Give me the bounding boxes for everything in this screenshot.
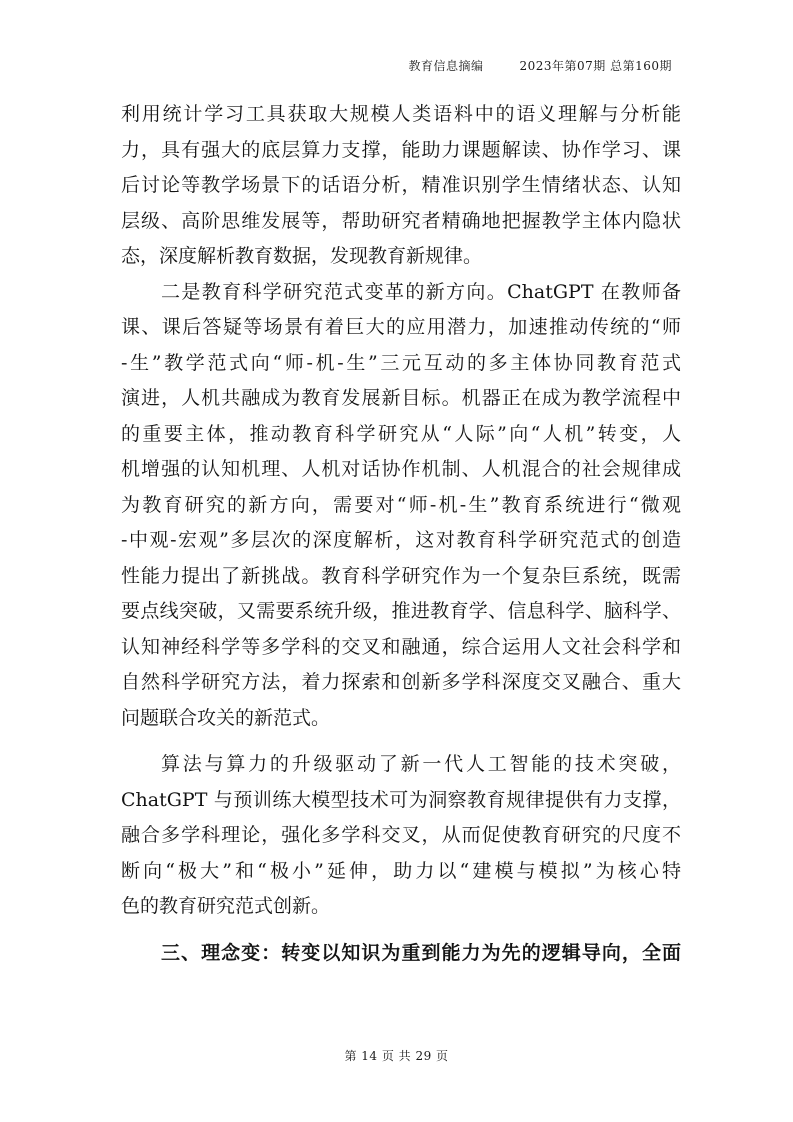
text-line: 课、课后答疑等场景有着巨大的应用潜力，加速推动传统的“师 [121, 316, 681, 338]
paragraph [121, 275, 681, 737]
text-line: -生”教学范式向“师-机-生”三元互动的多主体协同教育范式 [121, 351, 681, 374]
paragraph-spacing [121, 736, 681, 747]
text-line: 力，具有强大的底层算力支撑，能助力课题解读、协作学习、课 [121, 138, 681, 161]
section-heading: 三、理念变：转变以知识为重到能力为先的逻辑导向，全面 [161, 941, 681, 964]
issue-number: 2023年第07期 总第160期 [519, 59, 672, 73]
text-line: 为教育研究的新方向，需要对“师-机-生”教育系统进行“微观 [121, 493, 681, 516]
text-line: 问题联合攻关的新范式。 [121, 706, 331, 729]
text-line: 认知神经科学等多学科的交叉和融通，综合运用人文社会科学和 [121, 635, 681, 658]
text-line: 断向“极大”和“极小”延伸，助力以“建模与模拟”为核心特 [121, 859, 681, 882]
text-line: 的重要主体，推动教育科学研究从“人际”向“人机”转变，人 [121, 422, 681, 445]
paragraph [121, 747, 681, 925]
text-line: ChatGPT 与预训练大模型技术可为洞察教育规律提供有力支撑， [121, 788, 681, 811]
text-line: 性能力提出了新挑战。教育科学研究作为一个复杂巨系统，既需 [121, 564, 681, 587]
text-line: 层级、高阶思维发展等，帮助研究者精确地把握教学主体内隐状 [121, 209, 681, 232]
text-line: 自然科学研究方法，着力探索和创新多学科深度交叉融合、重大 [121, 671, 681, 693]
paragraph-spacing [121, 925, 681, 936]
text-line: 算法与算力的升级驱动了新一代人工智能的技术突破， [161, 753, 681, 775]
journal-name: 教育信息摘编 [408, 59, 484, 73]
text-line: 要点线突破，又需要系统升级，推进教育学、信息科学、脑科学、 [121, 600, 681, 622]
text-line: 演进，人机共融成为教育发展新目标。机器正在成为教学流程中 [121, 387, 681, 409]
text-line: 态，深度解析教育数据，发现教育新规律。 [121, 245, 483, 267]
running-header [408, 57, 672, 74]
article-body [121, 97, 681, 971]
paragraph [121, 97, 681, 275]
page-number: 第 14 页 共 29 页 [344, 1049, 449, 1063]
text-line: 二是教育科学研究范式变革的新方向。ChatGPT 在教师备 [161, 280, 681, 303]
text-line: 后讨论等教学场景下的话语分析，精准识别学生情绪状态、认知 [121, 174, 681, 196]
text-line: 融合多学科理论，强化多学科交叉，从而促使教育研究的尺度不 [121, 824, 681, 846]
text-line: 色的教育研究范式创新。 [121, 895, 331, 917]
text-line: 利用统计学习工具获取大规模人类语料中的语义理解与分析能 [121, 103, 681, 125]
text-line: -中观-宏观”多层次的深度解析，这对教育科学研究范式的创造 [121, 529, 681, 551]
text-line: 机增强的认知机理、人机对话协作机制、人机混合的社会规律成 [121, 458, 681, 480]
